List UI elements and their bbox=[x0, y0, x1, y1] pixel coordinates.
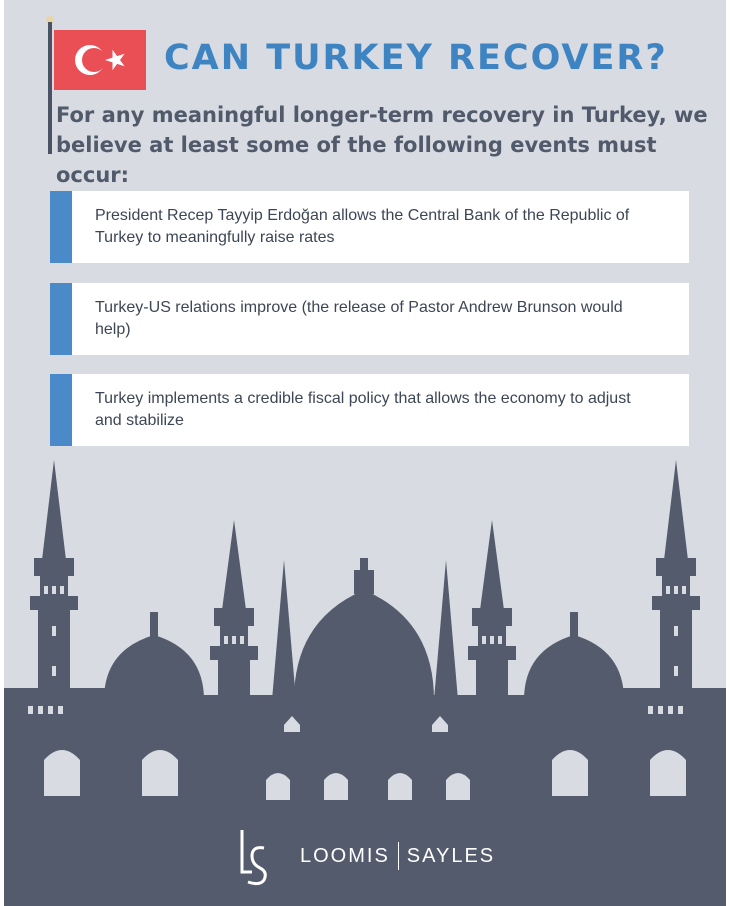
brand-name-right: SAYLES bbox=[406, 844, 496, 867]
event-card-accent-bar bbox=[50, 191, 72, 263]
loomis-sayles-logo bbox=[232, 826, 495, 886]
event-card-accent-bar bbox=[50, 283, 72, 355]
event-card-accent-bar bbox=[50, 374, 72, 446]
infographic-panel bbox=[4, 0, 726, 906]
turkey-flag-icon bbox=[54, 30, 146, 90]
brand-name-left: LOOMIS bbox=[300, 844, 390, 867]
brand-divider bbox=[398, 842, 399, 870]
event-card-text: Turkey-US relations improve (the release of Pastor Andrew Brunson would help) bbox=[95, 299, 623, 338]
ls-monogram-icon bbox=[232, 826, 272, 886]
brand-name bbox=[300, 842, 495, 870]
event-card-2 bbox=[50, 283, 689, 355]
page-title: CAN TURKEY RECOVER? bbox=[164, 38, 668, 78]
page-subtitle: For any meaningful longer-term recovery in Turkey, we believe at least some of the following events must occur: bbox=[56, 103, 708, 187]
event-card-3 bbox=[50, 374, 689, 446]
event-card-text: Turkey implements a credible fiscal policy that allows the economy to adjust and stabilize bbox=[95, 390, 631, 429]
event-card-1 bbox=[50, 191, 689, 263]
event-card-text: President Recep Tayyip Erdoğan allows the Central Bank of the Republic of Turkey to meaningfully raise rates bbox=[95, 207, 630, 246]
flagpole bbox=[48, 22, 52, 154]
